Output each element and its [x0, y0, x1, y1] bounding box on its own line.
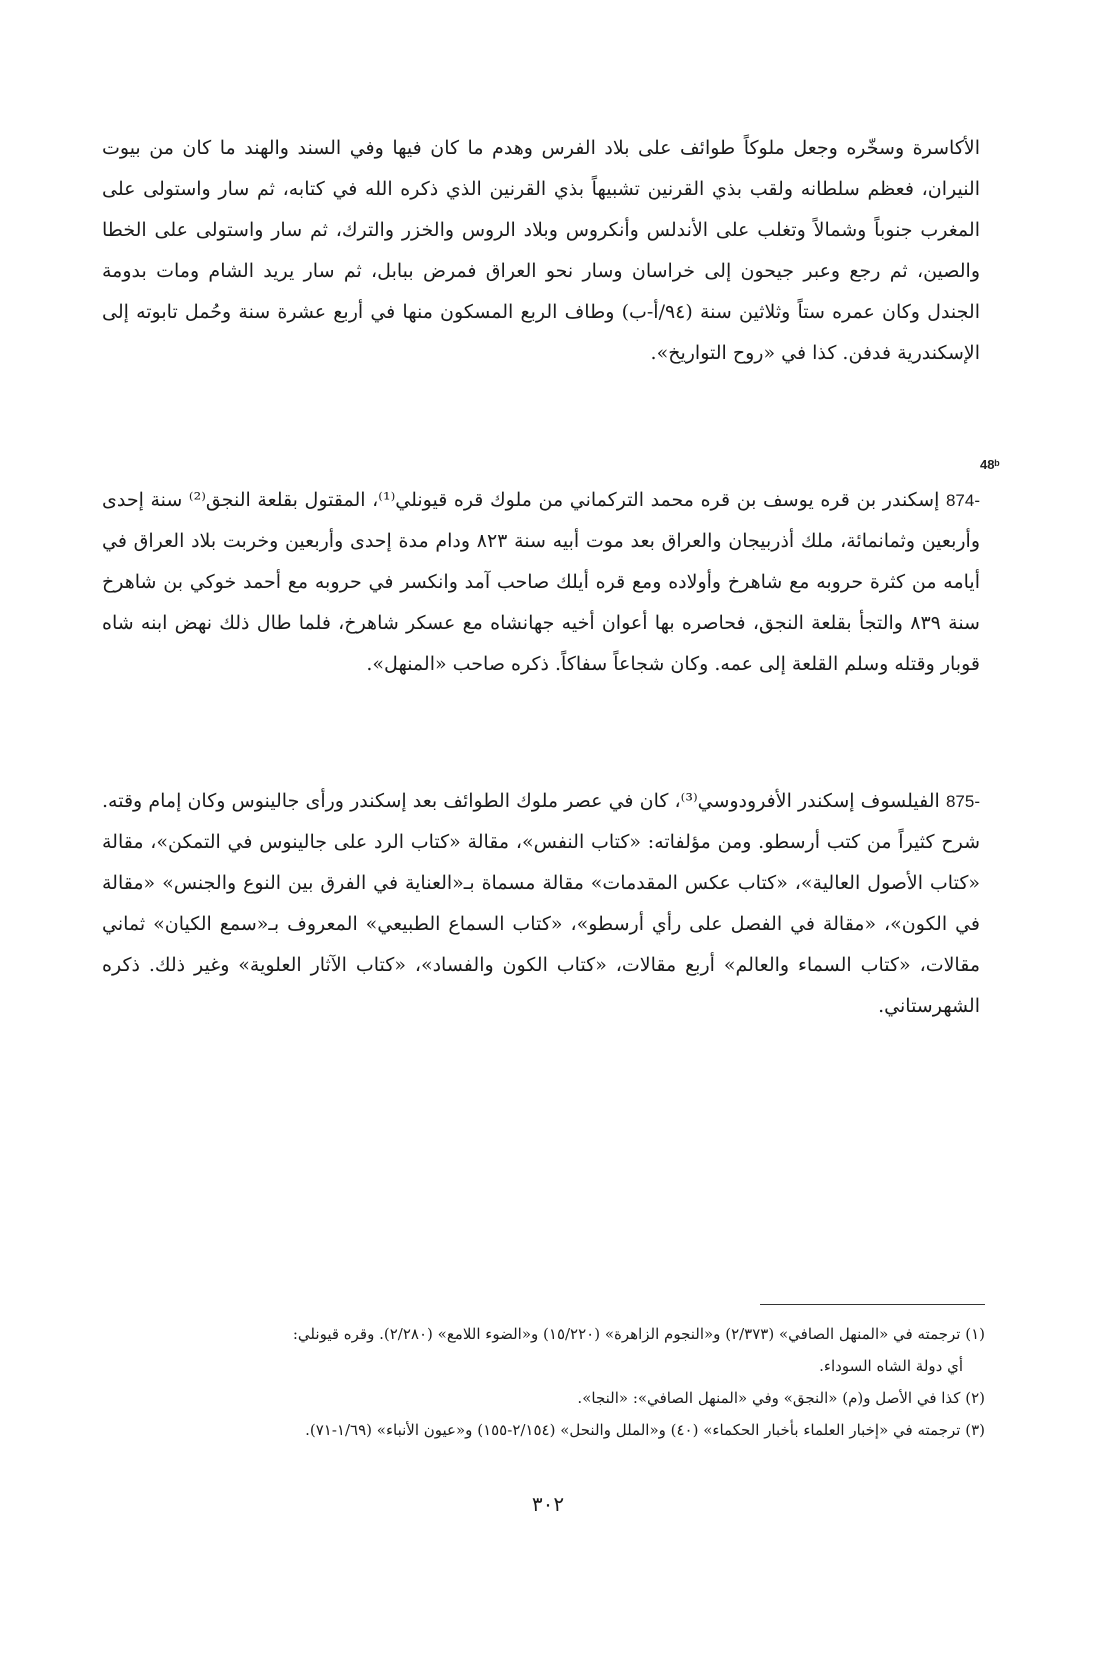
entry-text: إسكندر بن قره يوسف بن قره محمد التركماني من ملوك قره قيونلي⁽¹⁾، المقتول بقلعة النجق⁽²⁾ سنة إحدى وأربعين وثمانمائة، ملك أذربيجان والعراق بعد موت أبيه سنة ٨٢٣ ودام مدة إحدى وأربعين وخربت بلاد العراق في أيامه من كثرة حروبه مع شاهرخ وأولاده ومع قره أيلك صاحب آمد وانكسر في حروبه مع أحمد خوكي بن شاهرخ سنة ٨٣٩ والتجأ بقلعة النجق، فحاصره بها أعوان أخيه جهانشاه مع عسكر شاهرخ، فلما طال ذلك نهض ابنه شاه قوبار وقتله وسلم القلعة إلى عمه. وكان شجاعاً سفاكاً. ذكره صاحب «المنهل». — [102, 489, 980, 675]
entry-number: 875- — [945, 792, 980, 811]
page-number: ٣٠٢ — [531, 1492, 565, 1516]
folio-marker: 48ᵇ — [980, 457, 1000, 472]
intro-paragraph: الأكاسرة وسخّره وجعل ملوكاً طوائف على بلاد الفرس وهدم ما كان فيها وفي السند والهند ما كان من بيوت النيران، فعظم سلطانه ولقب بذي القرنين تشبيهاً بذي القرنين الذي ذكره الله في كتابه، ثم سار واستولى على المغرب جنوباً وشمالاً وتغلب على الأندلس وأنكروس وبلاد الروس والخزر والترك، ثم سار واستولى على الخطا والصين، ثم رجع وعبر جيحون إلى خراسان وسار نحو العراق فمرض ببابل، ثم سار يريد الشام ومات بدومة الجندل وكان عمره ستاً وثلاثين سنة (٩٤/أ-ب) وطاف الربع المسكون منها في أربع عشرة سنة وحُمل تابوته إلى الإسكندرية فدفن. كذا في «روح التواريخ». — [102, 137, 980, 364]
entry-text: الفيلسوف إسكندر الأفرودوسي⁽³⁾، كان في عصر ملوك الطوائف بعد إسكندر ورأى جالينوس وكان إمام وقته. شرح كثيراً من كتب أرسطو. ومن مؤلفاته: «كتاب النفس»، مقالة «كتاب الرد على جالينوس في التمكن»، مقالة «كتاب الأصول العالية»، «كتاب عكس المقدمات» مقالة مسماة بـ«العناية في الفرق بين النوع والجنس» «مقالة في الكون»، «مقالة في الفصل على رأي أرسطو»، «كتاب السماع الطبيعي» المعروف بـ«سمع الكيان» ثماني مقالات، «كتاب السماء والعالم» أربع مقالات، «كتاب الكون والفساد»، «كتاب الآثار العلوية» وغير ذلك. ذكره الشهرستاني. — [102, 790, 980, 1017]
footnotes — [102, 1318, 985, 1446]
footnote-1-continuation: أي دولة الشاه السوداء. — [819, 1357, 963, 1375]
footnote-2: (٢) كذا في الأصل و(م) «النجق» وفي «المنهل الصافي»: «النجا». — [577, 1389, 985, 1407]
footnote-3: (٣) ترجمته في «إخبار العلماء بأخبار الحكماء» (٤٠) و«الملل والنحل» (٢/١٥٤-١٥٥) و«عيون الأنباء» (١/٦٩-٧١). — [305, 1421, 985, 1439]
entry-875 — [102, 781, 980, 1027]
entry-874 — [102, 480, 980, 685]
footnote-1: (١) ترجمته في «المنهل الصافي» (٢/٣٧٣) و«النجوم الزاهرة» (١٥/٢٢٠) و«الضوء اللامع» (٢/٢٨٠). وقره قيونلي: — [292, 1325, 985, 1343]
footnote-divider — [760, 1304, 985, 1305]
entry-number: 874- — [945, 491, 980, 510]
